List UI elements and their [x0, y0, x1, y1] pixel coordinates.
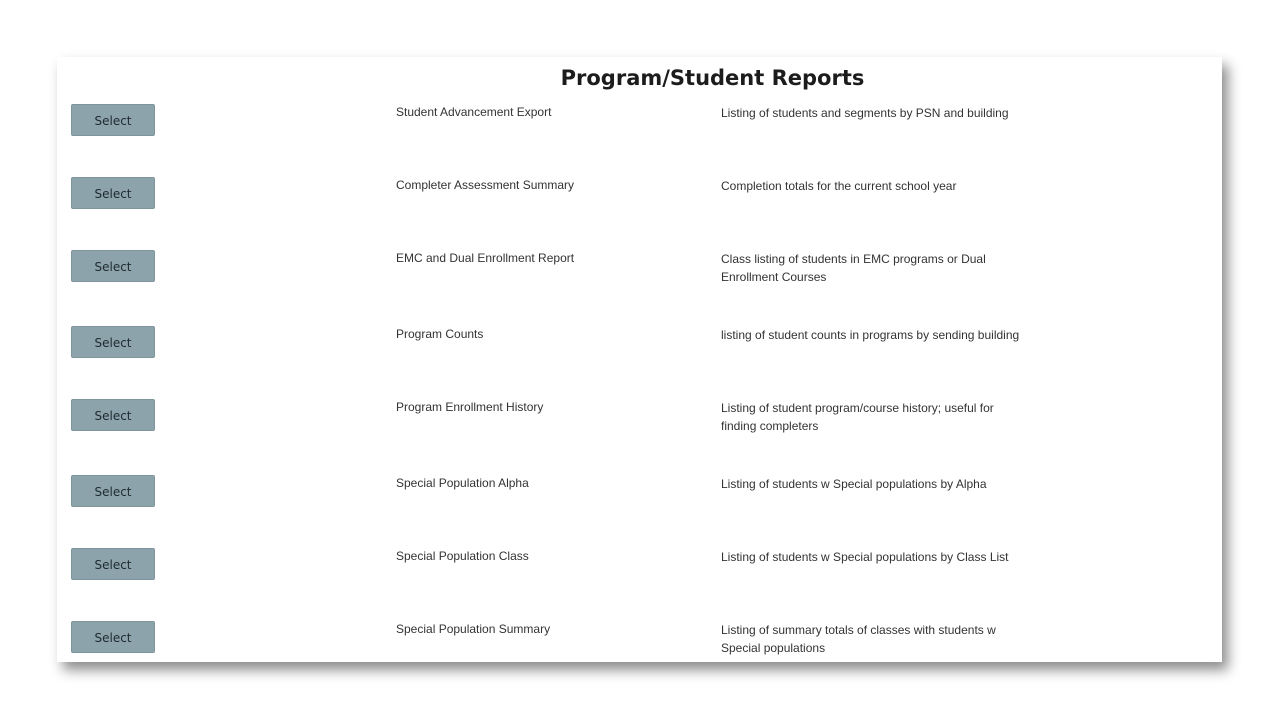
select-button[interactable]: Select — [71, 250, 155, 282]
report-description: Class listing of students in EMC programs or Dual Enrollment Courses — [721, 252, 986, 284]
report-name: Program Enrollment History — [396, 400, 544, 414]
report-description: Listing of students and segments by PSN and building — [721, 106, 1009, 120]
report-description: Listing of students w Special populations by Class List — [721, 550, 1009, 564]
report-row — [57, 104, 1222, 164]
report-row — [57, 250, 1222, 310]
report-name: Student Advancement Export — [396, 105, 552, 119]
select-button[interactable]: Select — [71, 621, 155, 653]
report-name: Program Counts — [396, 327, 484, 341]
select-button[interactable]: Select — [71, 399, 155, 431]
report-row — [57, 177, 1222, 237]
page-title: Program/Student Reports — [560, 66, 865, 90]
report-row — [57, 621, 1222, 662]
report-row — [57, 548, 1222, 608]
report-description: Completion totals for the current school year — [721, 179, 957, 193]
report-row — [57, 475, 1222, 535]
select-button[interactable]: Select — [71, 326, 155, 358]
reports-panel — [57, 57, 1222, 662]
report-description: listing of student counts in programs by sending building — [721, 328, 1020, 342]
select-button[interactable]: Select — [71, 104, 155, 136]
report-description: Listing of student program/course history; useful for finding completers — [721, 401, 994, 433]
report-name: Special Population Summary — [396, 622, 551, 636]
report-row — [57, 326, 1222, 386]
report-row — [57, 399, 1222, 459]
select-button[interactable]: Select — [71, 548, 155, 580]
report-description: Listing of students w Special populations by Alpha — [721, 477, 987, 491]
report-name: Special Population Alpha — [396, 476, 529, 490]
report-name: Special Population Class — [396, 549, 529, 563]
report-name: EMC and Dual Enrollment Report — [396, 251, 575, 265]
report-name: Completer Assessment Summary — [396, 178, 575, 192]
select-button[interactable]: Select — [71, 475, 155, 507]
report-description: Listing of summary totals of classes with students w Special populations — [721, 623, 996, 655]
select-button[interactable]: Select — [71, 177, 155, 209]
